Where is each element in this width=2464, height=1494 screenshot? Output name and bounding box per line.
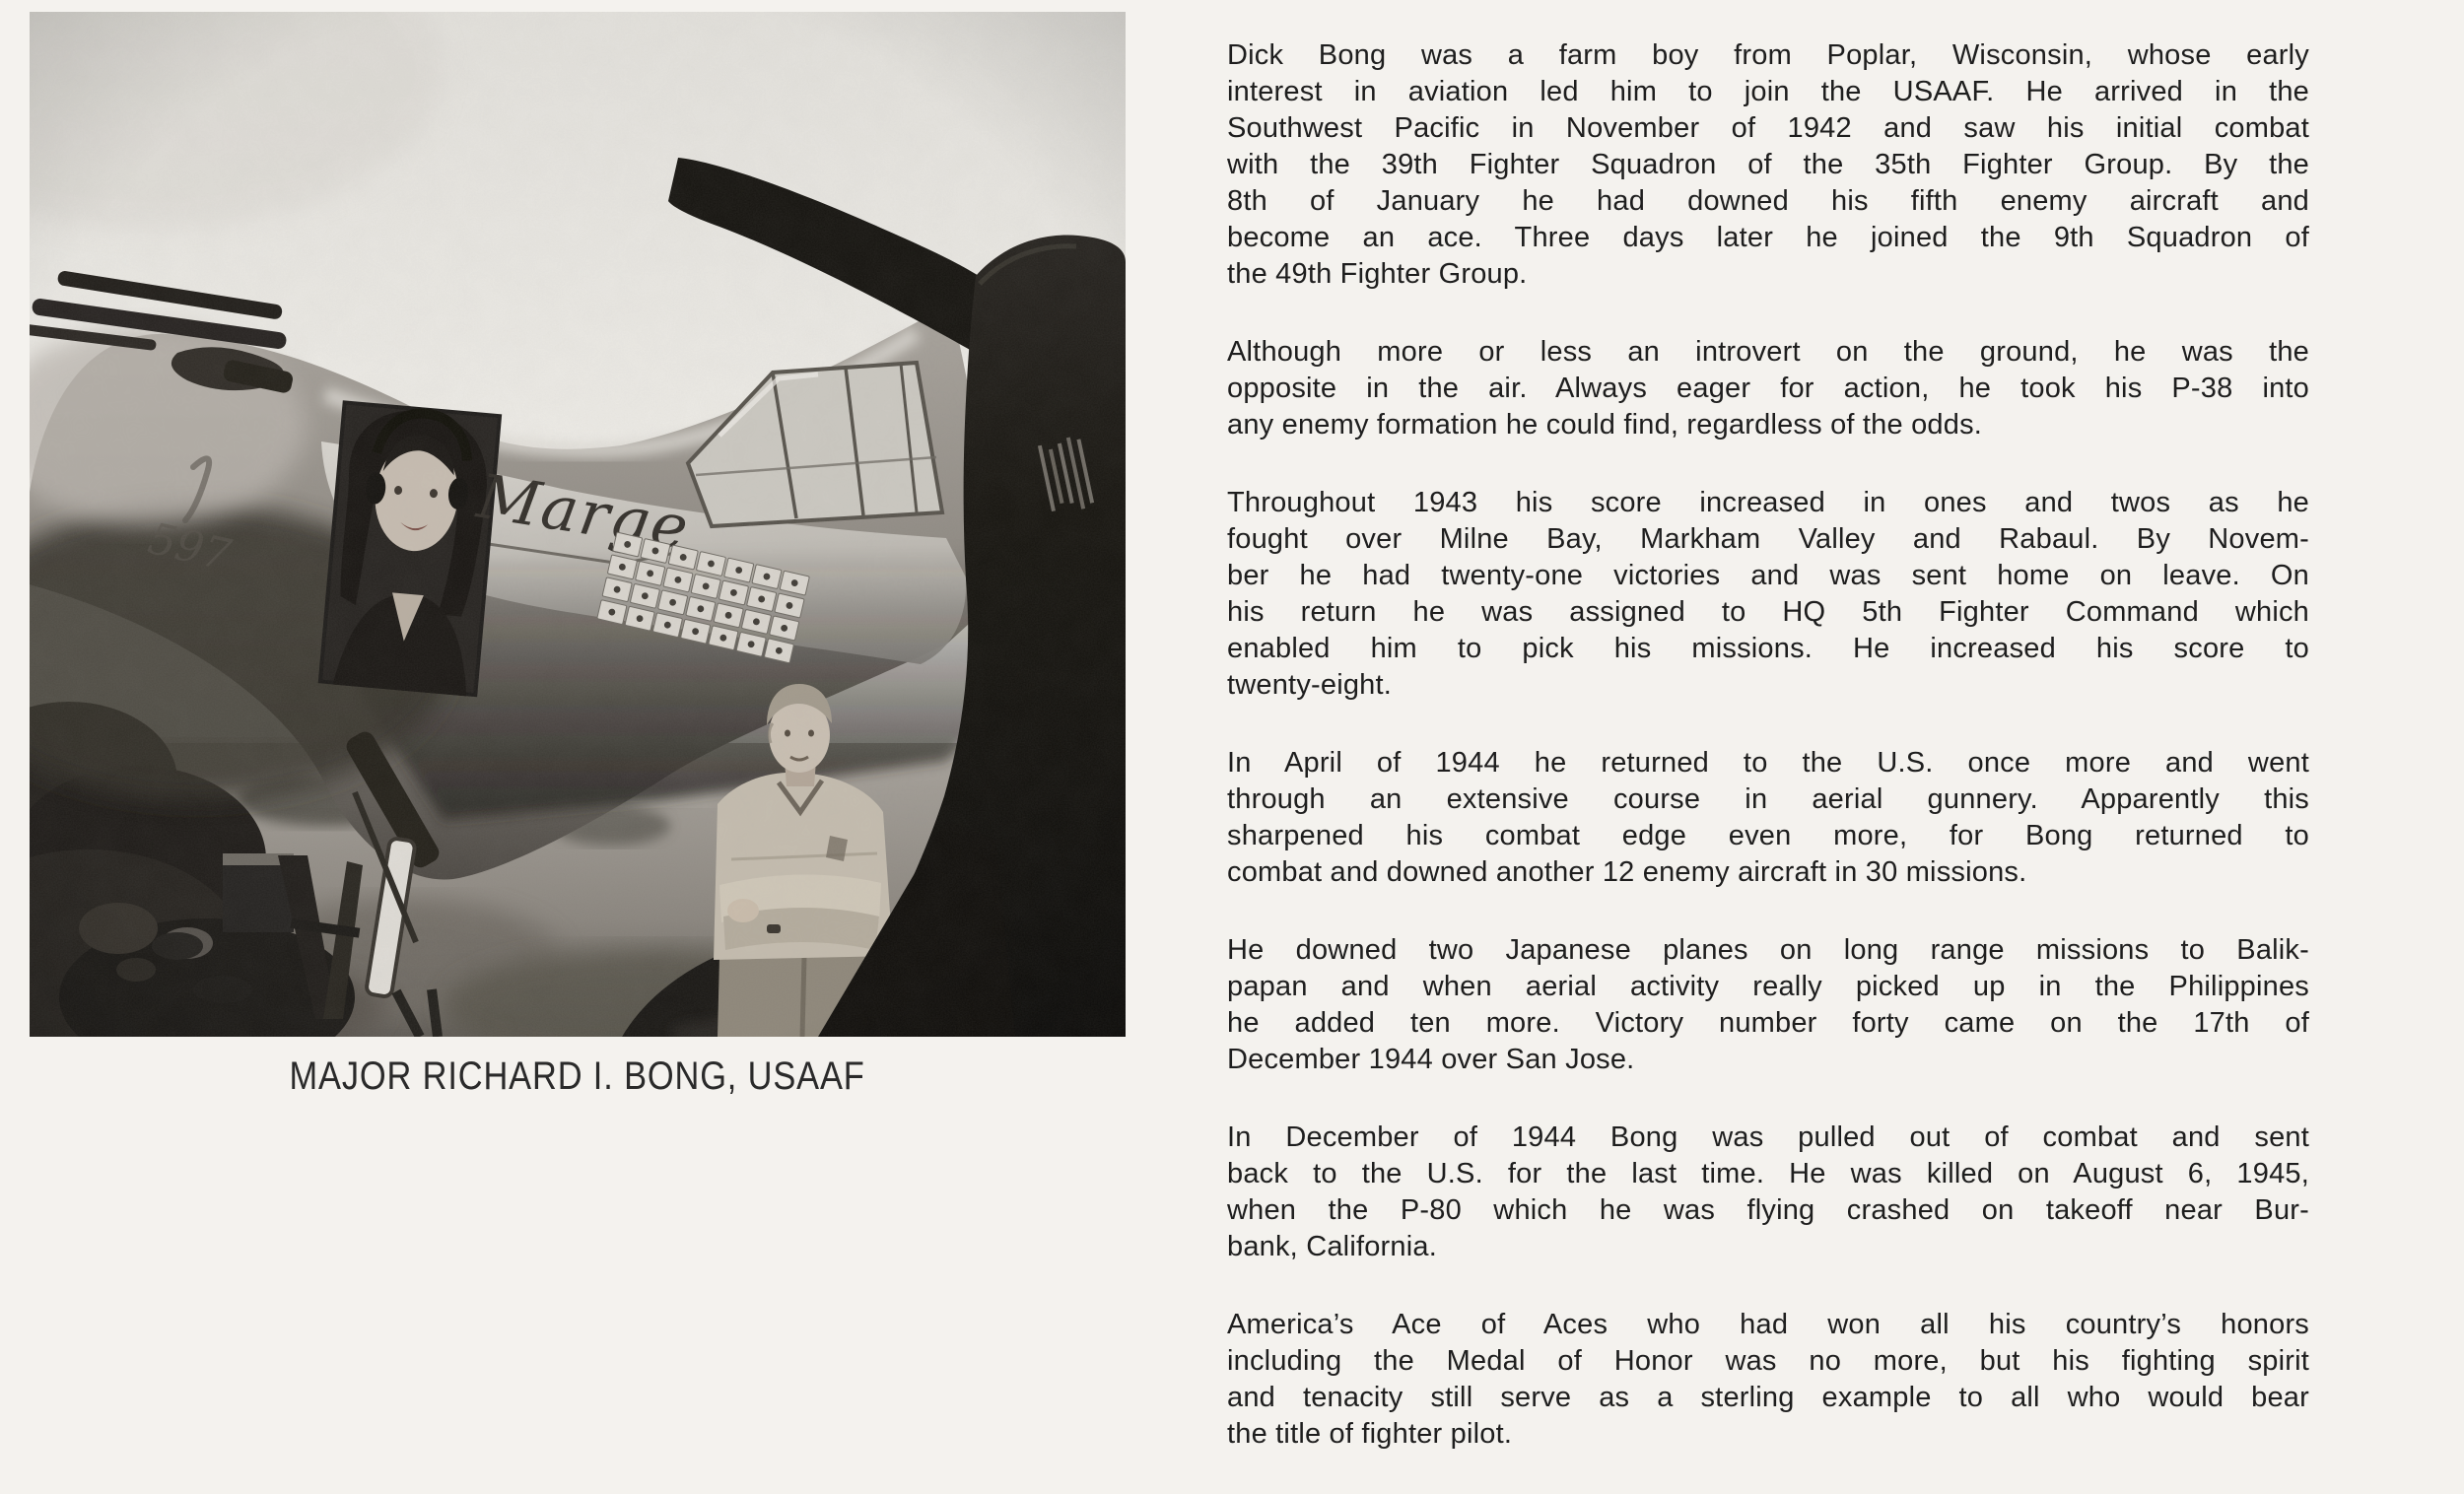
text-line: sharpened his combat edge even more, for Bong returned to bbox=[1227, 820, 2309, 851]
text-line: Southwest Pacific in November of 1942 and saw his initial combat bbox=[1227, 112, 2309, 144]
text-line: Although more or less an introvert on the ground, he was the bbox=[1227, 336, 2309, 368]
paragraph bbox=[1227, 1120, 2309, 1265]
vignette bbox=[30, 12, 1126, 1037]
paragraph bbox=[1227, 485, 2309, 704]
text-line: with the 39th Fighter Squadron of the 35th Fighter Group. By the bbox=[1227, 149, 2309, 180]
aircraft-photo-illustration bbox=[30, 12, 1126, 1037]
photo-caption-text: MAJOR RICHARD I. BONG, USAAF bbox=[289, 1054, 866, 1098]
text-line: ber he had twenty-one victories and was sent home on leave. On bbox=[1227, 560, 2309, 591]
paragraph bbox=[1227, 37, 2309, 293]
photo-caption bbox=[30, 1054, 1126, 1099]
text-line: opposite in the air. Always eager for action, he took his P-38 into bbox=[1227, 373, 2309, 404]
text-line: In December of 1944 Bong was pulled out of combat and sent bbox=[1227, 1121, 2309, 1153]
text-line: In April of 1944 he returned to the U.S. once more and went bbox=[1227, 747, 2309, 779]
paragraph bbox=[1227, 334, 2309, 443]
text-line: papan and when aerial activity really picked up in the Philippines bbox=[1227, 971, 2309, 1002]
text-line: and tenacity still serve as a sterling example to all who would bear bbox=[1227, 1382, 2309, 1413]
text-line: back to the U.S. for the last time. He was killed on August 6, 1945, bbox=[1227, 1158, 2309, 1189]
text-line: become an ace. Three days later he joined the 9th Squadron of bbox=[1227, 222, 2309, 253]
text-line: including the Medal of Honor was no more, but his fighting spirit bbox=[1227, 1345, 2309, 1377]
text-line: any enemy formation he could find, regardless of the odds. bbox=[1227, 409, 1983, 441]
text-line: fought over Milne Bay, Markham Valley and Rabaul. By Novem- bbox=[1227, 523, 2309, 555]
text-line: He downed two Japanese planes on long range missions to Balik- bbox=[1227, 934, 2309, 966]
text-line: Throughout 1943 his score increased in ones and twos as he bbox=[1227, 487, 2309, 518]
text-line: when the P-80 which he was flying crashed on takeoff near Bur- bbox=[1227, 1194, 2309, 1226]
paragraph bbox=[1227, 745, 2309, 891]
text-line: he added ten more. Victory number forty came on the 17th of bbox=[1227, 1007, 2309, 1039]
paragraph bbox=[1227, 1307, 2309, 1453]
text-line: America’s Ace of Aces who had won all his country’s honors bbox=[1227, 1309, 2309, 1340]
text-line: December 1944 over San Jose. bbox=[1227, 1044, 1635, 1075]
text-line: combat and downed another 12 enemy aircraft in 30 missions. bbox=[1227, 856, 2027, 888]
text-line: interest in aviation led him to join the USAAF. He arrived in the bbox=[1227, 76, 2309, 107]
text-line: bank, California. bbox=[1227, 1231, 1437, 1262]
text-line: twenty-eight. bbox=[1227, 669, 1393, 701]
text-line: the title of fighter pilot. bbox=[1227, 1418, 1513, 1450]
text-line: his return he was assigned to HQ 5th Fighter Command which bbox=[1227, 596, 2309, 628]
text-line: the 49th Fighter Group. bbox=[1227, 258, 1528, 290]
article-text bbox=[1227, 37, 2309, 1494]
text-line: enabled him to pick his missions. He increased his score to bbox=[1227, 633, 2309, 664]
text-line: 8th of January he had downed his fifth enemy aircraft and bbox=[1227, 185, 2309, 217]
text-line: through an extensive course in aerial gunnery. Apparently this bbox=[1227, 783, 2309, 815]
bong-photo bbox=[30, 12, 1126, 1098]
paragraph bbox=[1227, 932, 2309, 1078]
text-line: Dick Bong was a farm boy from Poplar, Wisconsin, whose early bbox=[1227, 39, 2309, 71]
